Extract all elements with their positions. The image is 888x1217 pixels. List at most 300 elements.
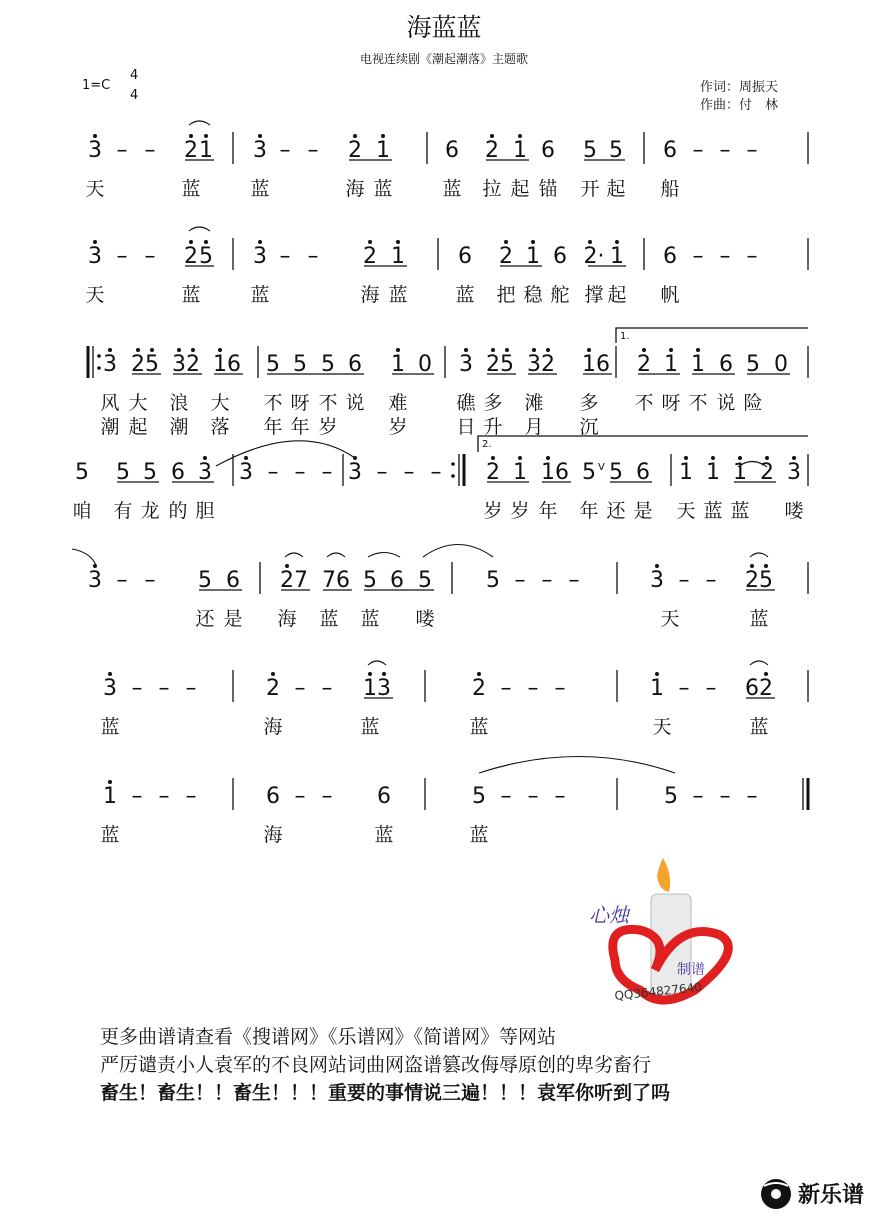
- repeat-dot: [451, 462, 455, 466]
- note: 0: [418, 352, 432, 377]
- note: 6: [555, 460, 569, 485]
- note: 6: [663, 244, 677, 269]
- dash-note: –: [719, 784, 731, 809]
- dash-note: –: [719, 138, 731, 163]
- note: 6: [458, 244, 472, 269]
- octave-dot: [711, 456, 715, 460]
- lyric: 多: [579, 392, 599, 414]
- octave-dot: [655, 672, 659, 676]
- note: 1: [213, 352, 227, 377]
- dash-note: –: [568, 568, 580, 593]
- note: 5: [293, 352, 307, 377]
- octave-dot: [191, 348, 195, 352]
- lyric: 蓝: [100, 716, 120, 738]
- note: 2: [348, 138, 362, 163]
- note: 5: [609, 460, 623, 485]
- note: 5: [363, 568, 377, 593]
- note: 3: [88, 568, 102, 593]
- qq-number: QQ364827640: [613, 979, 703, 1003]
- note: 3: [103, 352, 117, 377]
- lyric: 是: [223, 608, 243, 630]
- lyric: 是: [633, 500, 653, 522]
- octave-dot: [108, 348, 112, 352]
- note: 2: [184, 244, 198, 269]
- lyric: 天: [676, 500, 696, 522]
- octave-dot: [204, 240, 208, 244]
- lyric: 蓝: [469, 824, 489, 846]
- note: 5: [746, 352, 760, 377]
- note: 3: [172, 352, 186, 377]
- octave-dot: [532, 348, 536, 352]
- made-score-text: 制谱: [677, 962, 705, 978]
- lyric: 船: [660, 178, 680, 200]
- note: 1: [733, 460, 747, 485]
- dash-note: –: [554, 676, 566, 701]
- dash-note: –: [116, 138, 128, 163]
- lyric: 蓝: [749, 608, 769, 630]
- octave-dot: [765, 456, 769, 460]
- octave-dot: [615, 240, 619, 244]
- composer-credit: 作曲：付 林: [700, 98, 779, 113]
- dash-note: –: [307, 244, 319, 269]
- note: 3: [88, 138, 102, 163]
- dash-note: –: [746, 244, 758, 269]
- dash-note: –: [554, 784, 566, 809]
- note: 6: [227, 352, 241, 377]
- key-signature: 1=C: [82, 78, 111, 93]
- octave-dot: [285, 564, 289, 568]
- octave-dot: [764, 564, 768, 568]
- octave-dot: [642, 348, 646, 352]
- note: 3: [198, 460, 212, 485]
- octave-dot: [244, 456, 248, 460]
- note: 2: [280, 568, 294, 593]
- dash-note: –: [527, 676, 539, 701]
- lyric: 还: [195, 608, 215, 630]
- note: 6: [336, 568, 350, 593]
- octave-dot: [531, 240, 535, 244]
- lyric: 海: [263, 824, 283, 846]
- lyric: 还: [606, 500, 626, 522]
- dash-note: –: [321, 784, 333, 809]
- dash-note: –: [144, 568, 156, 593]
- dash-note: –: [267, 460, 279, 485]
- octave-dot: [218, 348, 222, 352]
- note: 2: [363, 244, 377, 269]
- lyric: 蓝: [250, 284, 270, 306]
- octave-dot: [504, 240, 508, 244]
- note: 5: [199, 244, 213, 269]
- lyric: 蓝: [181, 178, 201, 200]
- note: 5: [609, 138, 623, 163]
- dash-note: –: [500, 784, 512, 809]
- note: 5: [198, 568, 212, 593]
- dash-note: –: [514, 568, 526, 593]
- note: 1: [391, 352, 405, 377]
- dash-note: –: [279, 244, 291, 269]
- dash-note: –: [692, 244, 704, 269]
- note: 3: [253, 138, 267, 163]
- lyric: 海: [360, 284, 380, 306]
- note: 5: [321, 352, 335, 377]
- note: 5: [116, 460, 130, 485]
- lyric: 蓝: [455, 284, 475, 306]
- dash-note: –: [746, 138, 758, 163]
- lyric: 不: [318, 392, 338, 414]
- volta-1-label: 1.: [620, 331, 630, 342]
- lyric: 浪: [169, 392, 189, 414]
- octave-dot: [669, 348, 673, 352]
- volta-2-bracket: [478, 436, 808, 452]
- lyric: 有: [113, 500, 133, 522]
- octave-dot: [464, 348, 468, 352]
- note: 1: [664, 352, 678, 377]
- ad-line-2: 严厉谴责小人袁军的不良网站词曲网盗谱篡改侮辱原创的卑劣畜行: [100, 1054, 652, 1076]
- lyric: 说: [716, 392, 736, 414]
- note: 2: [760, 460, 774, 485]
- note: 5: [486, 568, 500, 593]
- dash-note: –: [403, 460, 415, 485]
- lyric: 年: [263, 416, 283, 438]
- time-signature-top: 4: [130, 68, 139, 83]
- note: 1: [376, 138, 390, 163]
- dash-note: –: [692, 784, 704, 809]
- lyric: 年: [579, 500, 599, 522]
- note: 1: [391, 244, 405, 269]
- lyricist-credit: 作词：周振天: [700, 80, 779, 95]
- lyric: 海: [263, 716, 283, 738]
- dash-note: –: [719, 244, 731, 269]
- dash-note: –: [746, 784, 758, 809]
- lyric: 大: [210, 392, 230, 414]
- octave-dot: [93, 240, 97, 244]
- note: 6: [171, 460, 185, 485]
- lyric: 蓝: [360, 716, 380, 738]
- octave-dot: [764, 672, 768, 676]
- octave-dot: [258, 240, 262, 244]
- repeat-dot: [451, 474, 455, 478]
- note: 1: [513, 460, 527, 485]
- octave-dot: [477, 672, 481, 676]
- note: 6: [377, 784, 391, 809]
- site-logo-text: 新乐谱: [798, 1183, 865, 1208]
- octave-dot: [396, 348, 400, 352]
- lyric: 难: [388, 392, 408, 414]
- octave-dot: [490, 134, 494, 138]
- note: 1: [526, 244, 540, 269]
- dash-note: –: [527, 784, 539, 809]
- lyric: 蓝: [469, 716, 489, 738]
- dash-note: –: [131, 676, 143, 701]
- note: 3: [527, 352, 541, 377]
- octave-dot: [696, 348, 700, 352]
- ad-line-1: 更多曲谱请查看《搜谱网》《乐谱网》《简谱网》等网站: [100, 1026, 557, 1048]
- note: 6: [553, 244, 567, 269]
- note: 6: [663, 138, 677, 163]
- lyric: 蓝: [388, 284, 408, 306]
- lyric: 不: [634, 392, 654, 414]
- dash-note: –: [307, 138, 319, 163]
- octave-dot: [368, 672, 372, 676]
- lyric: 蓝: [360, 608, 380, 630]
- lyric: 海: [277, 608, 297, 630]
- volta-1-bracket: [616, 328, 808, 343]
- octave-dot: [136, 348, 140, 352]
- octave-dot: [505, 348, 509, 352]
- lyric: 蓝: [100, 824, 120, 846]
- lyric: 潮: [169, 416, 189, 438]
- octave-dot: [655, 564, 659, 568]
- octave-dot: [177, 348, 181, 352]
- note: 1: [679, 460, 693, 485]
- note: 2: [541, 352, 555, 377]
- octave-dot: [382, 672, 386, 676]
- note: 6: [636, 460, 650, 485]
- dash-note: –: [705, 568, 717, 593]
- note: 2: [184, 138, 198, 163]
- lyric: 拉: [482, 178, 502, 200]
- lyric: 沉: [579, 416, 599, 438]
- octave-dot: [491, 456, 495, 460]
- note: 5: [75, 460, 89, 485]
- dash-note: –: [279, 138, 291, 163]
- lyric: 大: [128, 392, 148, 414]
- lyric: 起: [607, 284, 627, 306]
- dash-note: –: [430, 460, 442, 485]
- octave-dot: [588, 240, 592, 244]
- octave-dot: [108, 672, 112, 676]
- note: 1: [610, 244, 624, 269]
- note: 3: [787, 460, 801, 485]
- lyric: 岁: [510, 500, 530, 522]
- octave-dot: [204, 134, 208, 138]
- lyric: 起: [606, 178, 626, 200]
- lyric: 月: [524, 416, 544, 438]
- lyric: 蓝: [181, 284, 201, 306]
- lyric: 锚: [538, 178, 558, 200]
- note: 1: [363, 676, 377, 701]
- page-subtitle: 电视连续剧《潮起潮落》主题歌: [359, 52, 528, 66]
- note: 2: [472, 676, 486, 701]
- note: 1: [650, 676, 664, 701]
- note: 3: [239, 460, 253, 485]
- lyric: 滩: [524, 392, 544, 414]
- octave-dot: [546, 456, 550, 460]
- lyric: 落: [210, 416, 230, 438]
- lyric: 说: [345, 392, 365, 414]
- note: 2: [485, 138, 499, 163]
- dash-note: –: [294, 784, 306, 809]
- dash-note: –: [500, 676, 512, 701]
- page-title: 海蓝蓝: [406, 13, 482, 42]
- note: 6: [226, 568, 240, 593]
- lyric: 开: [580, 178, 600, 200]
- lyric: 不: [263, 392, 283, 414]
- volta-2-label: 2.: [482, 439, 492, 450]
- lyric: 礁: [456, 392, 476, 414]
- lyric: 蓝: [250, 178, 270, 200]
- lyric: 喽: [784, 500, 804, 522]
- note: 5: [583, 138, 597, 163]
- octave-dot: [189, 240, 193, 244]
- note: 6: [390, 568, 404, 593]
- dash-note: –: [116, 244, 128, 269]
- note: 6: [266, 784, 280, 809]
- lyric: 年: [538, 500, 558, 522]
- note: 5: [582, 460, 596, 485]
- dash-note: –: [294, 676, 306, 701]
- note: 5: [759, 568, 773, 593]
- lyric: 蓝: [373, 178, 393, 200]
- signature-text: 心烛: [589, 903, 629, 927]
- candle-logo: [585, 850, 755, 1020]
- note: 3: [459, 352, 473, 377]
- lyric: 岁: [483, 500, 503, 522]
- time-signature-bottom: 4: [130, 88, 139, 103]
- lyric: 岁: [388, 416, 408, 438]
- lyric: 蓝: [442, 178, 462, 200]
- octave-dot: [108, 780, 112, 784]
- note: 5: [418, 568, 432, 593]
- note: 2·: [583, 244, 605, 269]
- dash-note: –: [376, 460, 388, 485]
- note: 2: [745, 568, 759, 593]
- note: 3: [88, 244, 102, 269]
- dash-note: –: [678, 568, 690, 593]
- note: 7: [322, 568, 336, 593]
- octave-dot: [792, 456, 796, 460]
- note: 1: [513, 138, 527, 163]
- note: 3: [650, 568, 664, 593]
- note: 6: [745, 676, 759, 701]
- note: 1: [103, 784, 117, 809]
- lyric: 年: [290, 416, 310, 438]
- dash-note: –: [144, 138, 156, 163]
- breath-mark: V: [598, 462, 605, 473]
- note: 6: [445, 138, 459, 163]
- ad-line-3: 畜生！畜生！！畜生！！！重要的事情说三遍！！！袁军你听到了吗: [100, 1082, 671, 1104]
- note: 2: [266, 676, 280, 701]
- lyric: 海: [345, 178, 365, 200]
- octave-dot: [258, 134, 262, 138]
- dash-note: –: [678, 676, 690, 701]
- lyric: 咱: [72, 500, 92, 522]
- dash-note: –: [692, 138, 704, 163]
- lyric: 天: [660, 608, 680, 630]
- octave-dot: [353, 134, 357, 138]
- octave-dot: [381, 134, 385, 138]
- octave-dot: [203, 456, 207, 460]
- dash-note: –: [185, 676, 197, 701]
- note: 5: [266, 352, 280, 377]
- lyric: 天: [652, 716, 672, 738]
- lyric: 呀: [661, 392, 681, 414]
- dash-note: –: [705, 676, 717, 701]
- octave-dot: [491, 348, 495, 352]
- lyric: 起: [128, 416, 148, 438]
- lyric: 岁: [318, 416, 338, 438]
- dash-note: –: [144, 244, 156, 269]
- note: 0: [774, 352, 788, 377]
- dash-note: –: [131, 784, 143, 809]
- note: 1: [706, 460, 720, 485]
- dash-note: –: [116, 568, 128, 593]
- lyric: 天: [85, 178, 105, 200]
- lyric: 潮: [100, 416, 120, 438]
- dash-note: –: [321, 460, 333, 485]
- octave-dot: [189, 134, 193, 138]
- note: 2: [759, 676, 773, 701]
- dash-note: –: [185, 784, 197, 809]
- note: 5: [145, 352, 159, 377]
- octave-dot: [396, 240, 400, 244]
- repeat-dot: [97, 366, 101, 370]
- octave-dot: [684, 456, 688, 460]
- note: 3: [103, 676, 117, 701]
- lyric: 撑: [584, 284, 604, 306]
- octave-dot: [587, 348, 591, 352]
- note: 5: [664, 784, 678, 809]
- lyric: 蓝: [749, 716, 769, 738]
- note: 3: [377, 676, 391, 701]
- note: 3: [253, 244, 267, 269]
- dash-note: –: [158, 676, 170, 701]
- lyric: 稳: [523, 284, 543, 306]
- octave-dot: [518, 456, 522, 460]
- octave-dot: [93, 134, 97, 138]
- note: 2: [131, 352, 145, 377]
- note: 5: [143, 460, 157, 485]
- octave-dot: [518, 134, 522, 138]
- lyric: 蓝: [374, 824, 394, 846]
- lyric: 龙: [140, 500, 160, 522]
- note: 6: [348, 352, 362, 377]
- lyric: 不: [688, 392, 708, 414]
- lyric: 把: [496, 284, 516, 306]
- dash-note: –: [321, 676, 333, 701]
- lyric: 蓝: [730, 500, 750, 522]
- octave-dot: [546, 348, 550, 352]
- lyric: 险: [743, 392, 763, 414]
- lyric: 的: [168, 500, 188, 522]
- lyric: 胆: [195, 500, 215, 522]
- octave-dot: [271, 672, 275, 676]
- octave-dot: [150, 348, 154, 352]
- note: 6: [596, 352, 610, 377]
- octave-dot: [738, 456, 742, 460]
- lyric: 多: [483, 392, 503, 414]
- lyric: 日: [456, 416, 476, 438]
- lyric: 舵: [550, 284, 570, 306]
- note: 1: [541, 460, 555, 485]
- lyric: 帆: [660, 284, 680, 306]
- repeat-dot: [97, 354, 101, 358]
- lyric: 起: [510, 178, 530, 200]
- lyric: 蓝: [319, 608, 339, 630]
- lyric: 呀: [290, 392, 310, 414]
- note: 5: [500, 352, 514, 377]
- octave-dot: [750, 564, 754, 568]
- note: 1: [582, 352, 596, 377]
- note: 2: [637, 352, 651, 377]
- note: 6: [719, 352, 733, 377]
- dash-note: –: [294, 460, 306, 485]
- lyric: 喽: [415, 608, 435, 630]
- note: 5: [472, 784, 486, 809]
- dash-note: –: [158, 784, 170, 809]
- dash-note: –: [541, 568, 553, 593]
- note: 2: [486, 352, 500, 377]
